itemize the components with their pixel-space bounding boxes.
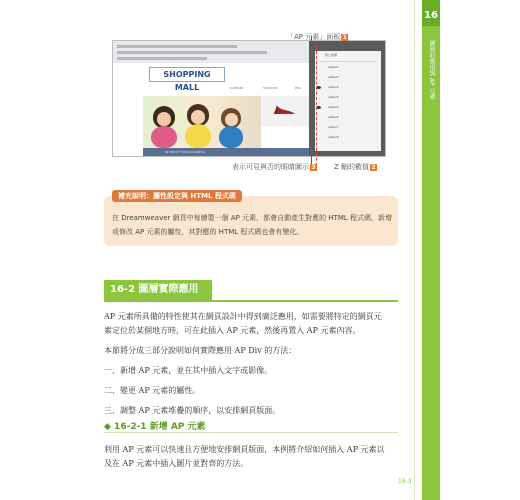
- callout-z-index: [334, 162, 377, 172]
- person-outfit: [185, 124, 211, 148]
- subsection-title: ◆ 16-2-1 新增 AP 元素: [104, 422, 206, 432]
- section-title: 16-2 圖層實際應用: [104, 280, 212, 300]
- panel-row[interactable]: apDiv6: [328, 115, 339, 119]
- website-preview: [143, 63, 309, 156]
- person-face: [225, 113, 238, 126]
- site-menu-item: SERVICES: [263, 86, 278, 90]
- callout-text: Z 軸的數值: [334, 163, 370, 171]
- red-shoe-icon: [273, 103, 295, 115]
- callout-number: 1: [342, 33, 347, 41]
- figure-screenshot: [112, 40, 386, 157]
- ap-elements-list: [315, 51, 381, 151]
- chapter-strip-title: 圖層的應用與 AP 元素: [428, 40, 435, 100]
- list-item: 二、變更 AP 元素的屬性。: [104, 386, 201, 395]
- callout-text: 「AP 元素」面板: [287, 33, 341, 41]
- paragraph-line: AP 元素所具備的特性使其在網頁設計中得到廣泛應用，如需要將特定的網頁元: [104, 312, 382, 321]
- toolbar-line: [117, 57, 207, 60]
- person-face: [191, 110, 205, 124]
- toolbar-line: [117, 51, 267, 54]
- callout-leader-line: [311, 36, 312, 164]
- panel-row[interactable]: apDiv7: [328, 125, 339, 129]
- paragraph-line: 及在 AP 元素中插入圖片並對齊的方法。: [104, 459, 249, 468]
- callout-leader-line: [316, 46, 317, 166]
- list-item: 三、調整 AP 元素堆疊的順序，以安排網頁版面。: [104, 406, 281, 415]
- callout-ap-panel: [287, 32, 348, 42]
- site-banner-photo: [143, 96, 261, 148]
- callout-eye-icon: [232, 162, 317, 172]
- toolbar-line: [117, 45, 237, 48]
- paragraph-line: 利用 AP 元素可以快速且方便地安排網頁版面，本例將介紹如何插入 AP 元素以: [104, 445, 385, 454]
- subsection-rule: [104, 432, 398, 433]
- callout-number: 2: [371, 163, 376, 171]
- tip-text-line: 或修改 AP 元素的屬性，其對應的 HTML 程式碼也會有變化。: [112, 228, 304, 236]
- paragraph-line: 本節將分成三部分說明如何實際應用 AP Div 的方法：: [104, 346, 297, 355]
- strip-guide-line: [414, 0, 415, 500]
- panel-row[interactable]: apDiv5: [328, 105, 339, 109]
- person-face: [157, 112, 171, 126]
- person-outfit: [151, 126, 177, 148]
- panel-row[interactable]: apDiv8: [328, 135, 339, 139]
- list-item: 一、新增 AP 元素，並在其中插入文字或影像。: [104, 366, 273, 375]
- panel-header: 防止重疊: [325, 53, 338, 57]
- callout-text: 表示可見與否的眼睛圖示: [232, 163, 309, 171]
- page-margin: [113, 63, 143, 156]
- panel-row[interactable]: apDiv3: [328, 85, 339, 89]
- tip-text-line: 在 Dreamweaver 網頁中每繪製一個 AP 元素，都會自動產生對應的 HTML 程式碼，新增: [112, 214, 393, 222]
- panel-row[interactable]: apDiv2: [328, 75, 339, 79]
- site-logo: SHOPPING MALL: [149, 67, 225, 82]
- tip-title: 補充說明：屬性設定與 HTML 程式碼: [112, 190, 242, 202]
- callout-number: 3: [311, 163, 316, 171]
- site-menu-item: PRO: [295, 86, 302, 90]
- site-menu-item: COMPANY: [229, 86, 244, 90]
- panel-row-line: [319, 61, 377, 62]
- chapter-number: 16: [424, 10, 438, 21]
- paragraph-line: 素定位於某個地方時，可在此插入 AP 元素，然後再置入 AP 元素內容。: [104, 326, 361, 335]
- browser-toolbar: [113, 41, 309, 64]
- person-outfit: [219, 126, 243, 148]
- page-number: 16-3: [398, 478, 412, 485]
- panel-row[interactable]: apDiv4: [328, 95, 339, 99]
- panel-row[interactable]: apDiv1: [328, 65, 339, 69]
- site-footer-text: IN WHICH YOUR BUSINESS: [165, 150, 205, 154]
